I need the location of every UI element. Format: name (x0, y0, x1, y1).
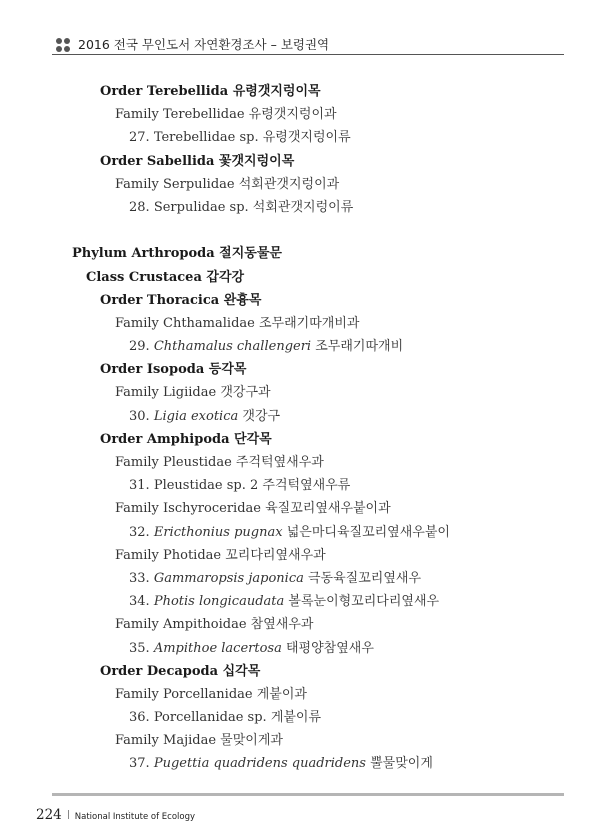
order-heading (0, 428, 616, 451)
species-number: 28. (129, 199, 150, 215)
taxon-label: Class Crustacea 갑각강 (86, 269, 245, 285)
species-number: 33. (129, 570, 150, 586)
scientific-name: Ampithoe lacertosa (153, 640, 282, 656)
footer-separator (68, 810, 69, 819)
taxon-label: Family Photidae 꼬리다리옆새우과 (115, 547, 326, 563)
species-entry (0, 126, 616, 149)
species-entry (0, 405, 616, 428)
species-name: 볼록눈이형꼬리다리옆새우 (288, 594, 440, 610)
footer-rule (52, 793, 564, 796)
scientific-name: Pugettia quadridens quadridens (153, 756, 366, 772)
family-heading (0, 729, 616, 752)
species-name: 조무래기따개비 (315, 339, 404, 355)
species-entry (0, 521, 616, 544)
family-heading (0, 381, 616, 404)
species-entry (0, 567, 616, 590)
family-heading (0, 173, 616, 196)
family-heading (0, 497, 616, 520)
phylum-heading (0, 242, 616, 265)
taxon-label: Order Isopoda 등각목 (100, 362, 247, 378)
taxon-label: Family Ischyroceridae 육질꼬리옆새우붙이과 (115, 501, 391, 517)
taxon-label: Family Porcellanidae 게붙이과 (115, 686, 307, 702)
family-heading (0, 312, 616, 335)
taxon-label: Phylum Arthropoda 절지동물문 (72, 246, 282, 262)
species-entry (0, 474, 616, 497)
header-title: 2016 전국 무인도서 자연환경조사 – 보령권역 (78, 37, 330, 52)
page-number: 224 (36, 807, 62, 823)
species-number: 34. (129, 594, 150, 610)
species-entry (0, 706, 616, 729)
taxonomy-list (0, 80, 616, 776)
dots-icon (56, 38, 70, 52)
family-heading (0, 683, 616, 706)
species-number: 32. (129, 524, 150, 540)
species-name: Serpulidae sp. 석회관갯지렁이류 (153, 199, 354, 215)
taxon-label: Order Amphipoda 단각목 (100, 431, 272, 447)
order-heading (0, 80, 616, 103)
scientific-name: Ligia exotica (153, 408, 239, 424)
header-rule (52, 54, 564, 55)
species-entry (0, 335, 616, 358)
order-heading (0, 150, 616, 173)
species-entry (0, 752, 616, 775)
species-number: 31. (129, 478, 150, 494)
section-gap (0, 219, 616, 242)
taxon-label: Order Terebellida 유령갯지렁이목 (100, 84, 321, 99)
taxon-label: Family Terebellidae 유령갯지렁이과 (115, 107, 337, 123)
species-name: 넓은마디육질꼬리옆새우붙이 (286, 524, 450, 540)
taxon-label: Order Thoracica 완흉목 (100, 292, 262, 308)
family-heading (0, 613, 616, 636)
order-heading (0, 660, 616, 683)
taxon-label: Family Chthamalidae 조무래기따개비과 (115, 315, 360, 331)
family-heading (0, 103, 616, 126)
class-heading (0, 266, 616, 289)
species-number: 37. (129, 756, 150, 772)
taxon-label: Family Serpulidae 석회관갯지렁이과 (115, 176, 340, 192)
family-heading (0, 451, 616, 474)
taxon-label: Family Majidae 물맞이게과 (115, 733, 283, 749)
scientific-name: Photis longicaudata (153, 594, 285, 610)
page-footer (36, 804, 195, 824)
taxon-label: Order Sabellida 꽃갯지렁이목 (100, 153, 295, 169)
species-name: 극동육질꼬리옆새우 (308, 570, 422, 586)
order-heading (0, 289, 616, 312)
species-entry (0, 637, 616, 660)
species-number: 36. (129, 710, 150, 726)
species-name: Porcellanidae sp. 게붙이류 (153, 710, 322, 726)
publisher-name: National Institute of Ecology (74, 812, 196, 822)
species-entry (0, 196, 616, 219)
order-heading (0, 358, 616, 381)
species-number: 29. (129, 339, 150, 355)
species-name: Pleustidae sp. 2 주걱턱옆새우류 (153, 478, 351, 494)
species-number: 30. (129, 408, 150, 424)
species-entry (0, 590, 616, 613)
running-header (52, 32, 564, 56)
family-heading (0, 544, 616, 567)
species-name: 갯강구 (242, 408, 281, 424)
taxon-label: Family Ligiidae 갯강구과 (115, 385, 271, 401)
species-name: 태평양참옆새우 (285, 640, 374, 656)
scientific-name: Chthamalus challengeri (153, 339, 312, 355)
species-name: 뿔물맞이게 (370, 756, 433, 772)
scientific-name: Ericthonius pugnax (153, 524, 283, 540)
taxon-label: Order Decapoda 십각목 (100, 663, 261, 679)
species-number: 27. (129, 130, 150, 146)
species-name: Terebellidae sp. 유령갯지렁이류 (153, 130, 351, 146)
taxon-label: Family Ampithoidae 참옆새우과 (115, 617, 314, 633)
scientific-name: Gammaropsis japonica (153, 570, 304, 586)
species-number: 35. (129, 640, 150, 656)
taxon-label: Family Pleustidae 주걱턱옆새우과 (115, 455, 324, 470)
